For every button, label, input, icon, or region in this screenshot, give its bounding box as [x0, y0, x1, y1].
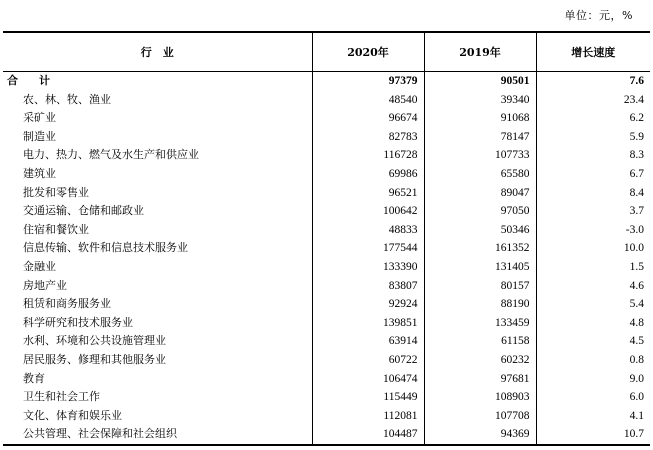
value-2019-cell: 91068: [424, 109, 536, 128]
table-row: [3, 332, 650, 351]
industry-name-cell: 建筑业: [23, 166, 56, 180]
table-row: [3, 165, 650, 184]
table-row: [3, 295, 650, 314]
value-2019-cell: 60232: [424, 351, 536, 370]
industry-name-cell: 电力、热力、燃气及水生产和供应业: [23, 148, 199, 162]
value-2019-cell: 107708: [424, 407, 536, 426]
industry-name-cell: 制造业: [23, 129, 56, 143]
table-row: [3, 258, 650, 277]
table-row: [3, 184, 650, 203]
table-row: [3, 314, 650, 333]
value-2019-cell: 50346: [424, 221, 536, 240]
value-2019-cell: 39340: [424, 91, 536, 110]
growth-rate-cell: 4.5: [536, 332, 650, 351]
table-row: [3, 146, 650, 165]
value-2019-cell: 108903: [424, 388, 536, 407]
value-2020-cell: 69986: [312, 165, 424, 184]
table-row: [3, 425, 650, 445]
value-2020-cell: 48833: [312, 221, 424, 240]
growth-rate-cell: 0.8: [536, 351, 650, 370]
industry-name-cell: 采矿业: [23, 111, 56, 125]
unit-note: 单位：元，%: [564, 9, 633, 22]
industry-name-cell: 居民服务、修理和其他服务业: [23, 352, 166, 366]
value-2020-cell: 82783: [312, 128, 424, 147]
value-2020-cell: 133390: [312, 258, 424, 277]
value-2019-cell: 88190: [424, 295, 536, 314]
value-2019-cell: 133459: [424, 314, 536, 333]
growth-rate-cell: 6.0: [536, 388, 650, 407]
table-row: [3, 407, 650, 426]
table-row: [3, 370, 650, 389]
growth-rate-cell: 6.7: [536, 165, 650, 184]
value-2020-cell: 96674: [312, 109, 424, 128]
value-2020-cell: 63914: [312, 332, 424, 351]
value-2020-cell: 48540: [312, 91, 424, 110]
table-row: [3, 109, 650, 128]
value-2019-cell: 107733: [424, 146, 536, 165]
total-row: [3, 72, 650, 91]
table-row: [3, 351, 650, 370]
value-2019-cell: 97681: [424, 370, 536, 389]
table-row: [3, 91, 650, 110]
value-2020-cell: 112081: [312, 407, 424, 426]
industry-name-cell: 交通运输、仓储和邮政业: [23, 204, 144, 218]
value-2020-cell: 97379: [312, 72, 424, 91]
growth-rate-cell: -3.0: [536, 221, 650, 240]
growth-rate-cell: 9.0: [536, 370, 650, 389]
value-2019-cell: 94369: [424, 425, 536, 445]
table-row: [3, 221, 650, 240]
header-growth: 增长速度: [536, 32, 650, 72]
growth-rate-cell: 23.4: [536, 91, 650, 110]
industry-name-cell: 卫生和社会工作: [23, 390, 100, 404]
value-2020-cell: 83807: [312, 277, 424, 296]
industry-name-cell: 合 计: [7, 74, 55, 87]
growth-rate-cell: 8.4: [536, 184, 650, 203]
industry-name-cell: 房地产业: [23, 278, 67, 292]
value-2019-cell: 161352: [424, 239, 536, 258]
industry-name-cell: 文化、体育和娱乐业: [23, 408, 122, 422]
value-2020-cell: 106474: [312, 370, 424, 389]
industry-name-cell: 住宿和餐饮业: [23, 222, 89, 236]
header-row: [3, 32, 650, 72]
value-2019-cell: 97050: [424, 202, 536, 221]
value-2020-cell: 115449: [312, 388, 424, 407]
value-2020-cell: 92924: [312, 295, 424, 314]
value-2020-cell: 96521: [312, 184, 424, 203]
growth-rate-cell: 3.7: [536, 202, 650, 221]
industry-name-cell: 信息传输、软件和信息技术服务业: [23, 241, 188, 255]
wage-table: [3, 31, 650, 446]
table-row: [3, 277, 650, 296]
header-2019: 2019年: [424, 32, 536, 72]
table-header: [3, 32, 650, 72]
value-2020-cell: 100642: [312, 202, 424, 221]
header-2020: 2020年: [312, 32, 424, 72]
industry-name-cell: 金融业: [23, 259, 56, 273]
industry-name-cell: 水利、环境和公共设施管理业: [23, 334, 166, 348]
industry-name-cell: 农、林、牧、渔业: [23, 92, 111, 106]
industry-name-cell: 科学研究和技术服务业: [23, 315, 133, 329]
table-row: [3, 239, 650, 258]
growth-rate-cell: 4.1: [536, 407, 650, 426]
growth-rate-cell: 5.4: [536, 295, 650, 314]
growth-rate-cell: 10.7: [536, 425, 650, 445]
value-2020-cell: 177544: [312, 239, 424, 258]
value-2020-cell: 139851: [312, 314, 424, 333]
growth-rate-cell: 6.2: [536, 109, 650, 128]
growth-rate-cell: 4.6: [536, 277, 650, 296]
value-2020-cell: 116728: [312, 146, 424, 165]
table-row: [3, 202, 650, 221]
growth-rate-cell: 5.9: [536, 128, 650, 147]
value-2019-cell: 80157: [424, 277, 536, 296]
growth-rate-cell: 1.5: [536, 258, 650, 277]
growth-rate-cell: 8.3: [536, 146, 650, 165]
value-2019-cell: 131405: [424, 258, 536, 277]
header-industry: 行 业: [3, 32, 312, 72]
value-2019-cell: 78147: [424, 128, 536, 147]
value-2019-cell: 90501: [424, 72, 536, 91]
growth-rate-cell: 7.6: [536, 72, 650, 91]
industry-name-cell: 公共管理、社会保障和社会组织: [3, 425, 312, 445]
table-row: [3, 128, 650, 147]
value-2020-cell: 104487: [312, 425, 424, 445]
value-2020-cell: 60722: [312, 351, 424, 370]
value-2019-cell: 89047: [424, 184, 536, 203]
industry-name-cell: 教育: [23, 371, 45, 385]
value-2019-cell: 61158: [424, 332, 536, 351]
industry-name-cell: 批发和零售业: [23, 185, 89, 199]
value-2019-cell: 65580: [424, 165, 536, 184]
table-row: [3, 388, 650, 407]
table-body: [3, 72, 650, 445]
industry-name-cell: 租赁和商务服务业: [23, 297, 111, 311]
growth-rate-cell: 4.8: [536, 314, 650, 333]
growth-rate-cell: 10.0: [536, 239, 650, 258]
